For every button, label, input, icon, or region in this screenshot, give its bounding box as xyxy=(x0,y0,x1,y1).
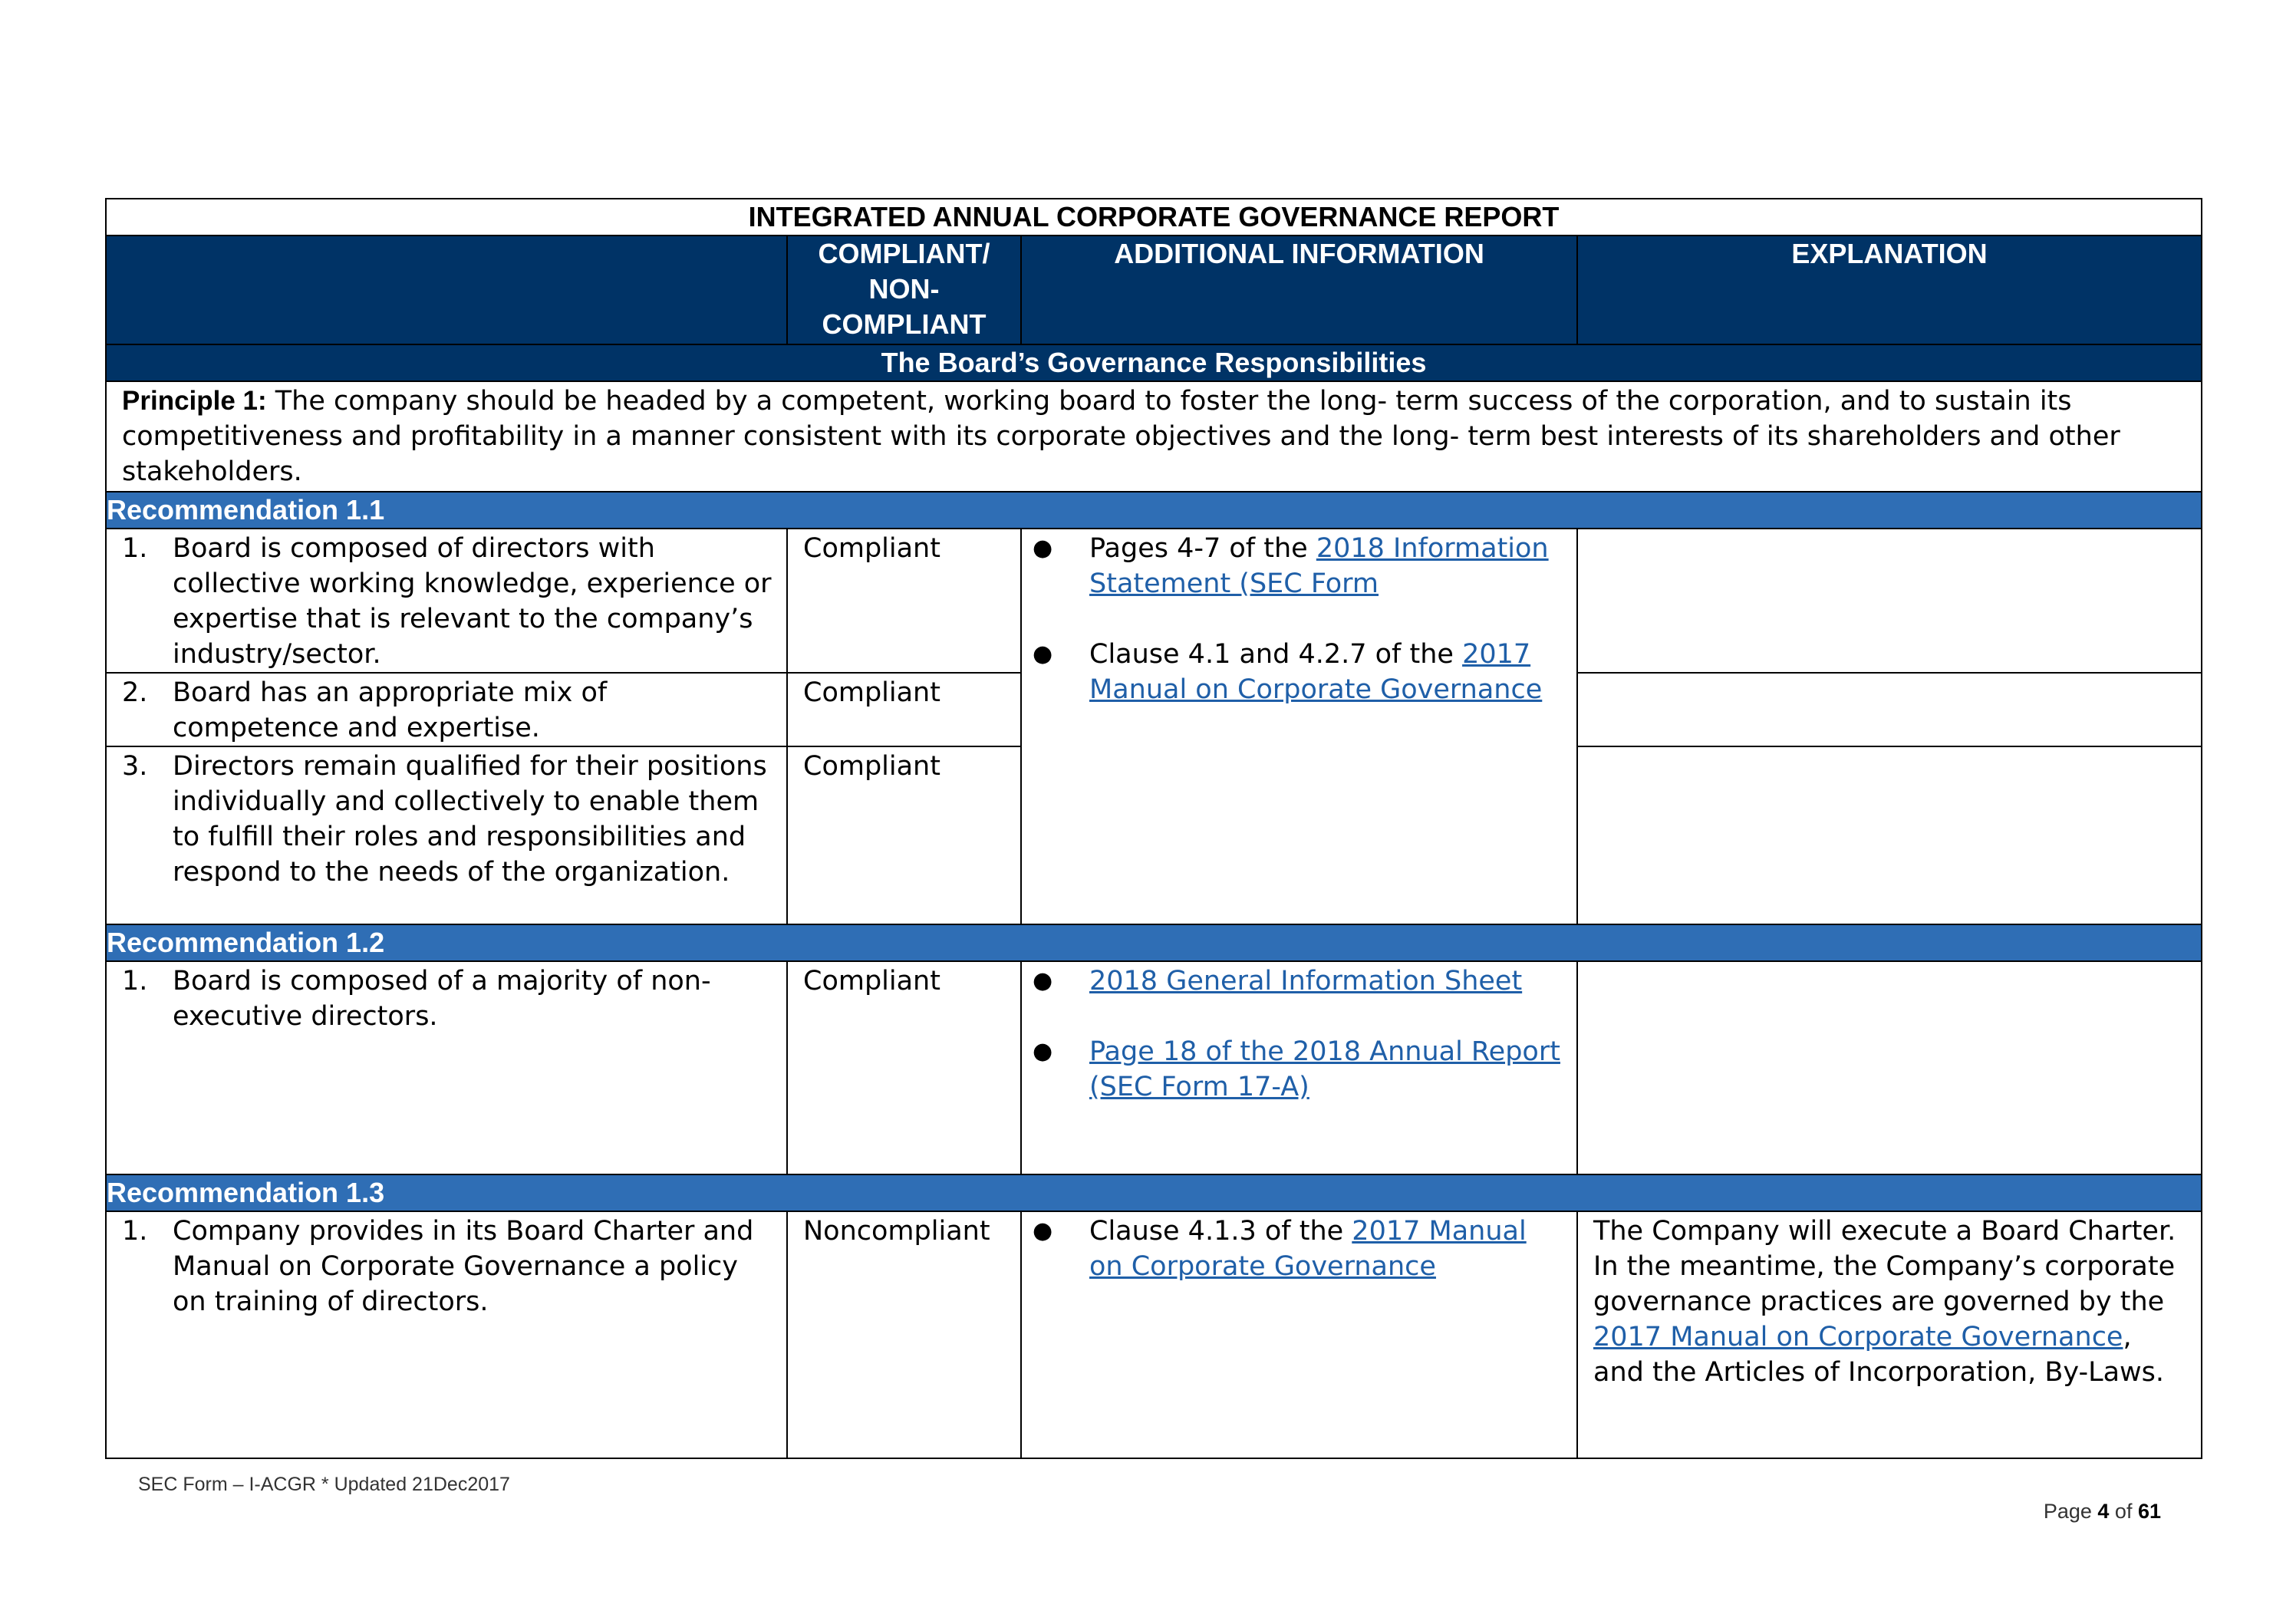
additional-information xyxy=(1021,529,1577,924)
item-number: 3. xyxy=(122,751,148,782)
compliance-status: Compliant xyxy=(787,961,1021,1174)
compliance-status: Noncompliant xyxy=(787,1211,1021,1458)
additional-information xyxy=(1021,961,1577,1174)
info-link[interactable]: 2018 Information Statement (SEC Form xyxy=(1089,533,1549,599)
bullet-icon: ● xyxy=(1033,1217,1053,1244)
info-link[interactable]: 2017 Manual on Corporate Governance xyxy=(1089,1216,1527,1282)
info-link[interactable]: Page 18 of the 2018 Annual Report (SEC Form 17-A) xyxy=(1089,1036,1560,1102)
compliance-status: Compliant xyxy=(787,746,1021,924)
info-text: Clause 4.1.3 of the xyxy=(1089,1216,1352,1247)
principle-text: The company should be headed by a competent, working board to foster the long- term success of the corporation, and to sustain its competitiveness and profitability in a manner consistent with its corporate objectives and the long- term best interests of its shareholders and other stakeholders. xyxy=(122,386,2120,487)
item-text: Board is composed of directors with collective working knowledge, experience or expertise that is relevant to the company’s industry/sector. xyxy=(173,533,772,670)
info-bullet xyxy=(1033,637,1561,707)
recommendation-header: Recommendation 1.3 xyxy=(106,1174,2202,1211)
explanation xyxy=(1577,746,2202,924)
info-text: Pages 4-7 of the xyxy=(1089,533,1316,564)
info-bullet xyxy=(1033,964,1561,999)
header-explanation: EXPLANATION xyxy=(1577,236,2202,344)
item-text: Company provides in its Board Charter and Manual on Corporate Governance a policy on training of directors. xyxy=(173,1216,754,1317)
item-number: 1. xyxy=(122,966,148,996)
compliance-status: Compliant xyxy=(787,673,1021,746)
item-number: 2. xyxy=(122,677,148,708)
section-title: The Board’s Governance Responsibilities xyxy=(106,344,2202,381)
principle-label: Principle 1: xyxy=(122,386,267,416)
explanation-link[interactable]: 2017 Manual on Corporate Governance xyxy=(1593,1322,2123,1352)
page-prefix: Page xyxy=(2043,1500,2098,1523)
item-text: Directors remain qualified for their positions individually and collectively to enable them to fulfill their roles and responsibilities and respond to the needs of the organization. xyxy=(173,751,767,888)
compliance-status: Compliant xyxy=(787,529,1021,673)
recommendation-item xyxy=(106,529,787,673)
info-bullet xyxy=(1033,1214,1561,1284)
explanation-text: The Company will execute a Board Charter. In the meantime, the Company’s corporate governance practices are governed by the xyxy=(1593,1216,2176,1317)
bullet-icon: ● xyxy=(1033,641,1053,667)
footer-form-id: SEC Form – I-ACGR * Updated 21Dec2017 xyxy=(138,1474,510,1495)
info-text: Clause 4.1 and 4.2.7 of the xyxy=(1089,639,1463,670)
item-text: Board has an appropriate mix of competence and expertise. xyxy=(173,677,608,743)
info-bullet xyxy=(1033,1034,1561,1105)
page-total: 61 xyxy=(2137,1500,2161,1523)
page-current: 4 xyxy=(2097,1500,2110,1523)
item-number: 1. xyxy=(122,1216,148,1247)
item-number: 1. xyxy=(122,533,148,564)
principle-statement xyxy=(106,381,2202,492)
explanation xyxy=(1577,529,2202,673)
info-link[interactable]: 2017 Manual on Corporate Governance xyxy=(1089,639,1543,705)
recommendation-header: Recommendation 1.2 xyxy=(106,924,2202,961)
additional-information xyxy=(1021,1211,1577,1458)
governance-table xyxy=(105,198,2202,1459)
header-compliant: COMPLIANT/ NON- COMPLIANT xyxy=(787,236,1021,344)
explanation xyxy=(1577,673,2202,746)
item-text: Board is composed of a majority of non-executive directors. xyxy=(173,966,711,1032)
info-link[interactable]: 2018 General Information Sheet xyxy=(1089,966,1523,996)
recommendation-item xyxy=(106,1211,787,1458)
report-title: INTEGRATED ANNUAL CORPORATE GOVERNANCE REPORT xyxy=(106,199,2202,236)
header-additional-information: ADDITIONAL INFORMATION xyxy=(1021,236,1577,344)
page-of: of xyxy=(2109,1500,2138,1523)
recommendation-header: Recommendation 1.1 xyxy=(106,492,2202,529)
page-number xyxy=(2044,1500,2161,1524)
bullet-icon: ● xyxy=(1033,1038,1053,1065)
recommendation-item xyxy=(106,673,787,746)
recommendation-item xyxy=(106,961,787,1174)
explanation xyxy=(1577,1211,2202,1458)
explanation-text-end: , and the Articles of Incorporation, By-Laws. xyxy=(1593,1322,2165,1388)
info-bullet xyxy=(1033,531,1561,601)
header-recommendation xyxy=(106,236,787,344)
bullet-icon: ● xyxy=(1033,967,1053,994)
recommendation-item xyxy=(106,746,787,924)
explanation xyxy=(1577,961,2202,1174)
bullet-icon: ● xyxy=(1033,535,1053,562)
